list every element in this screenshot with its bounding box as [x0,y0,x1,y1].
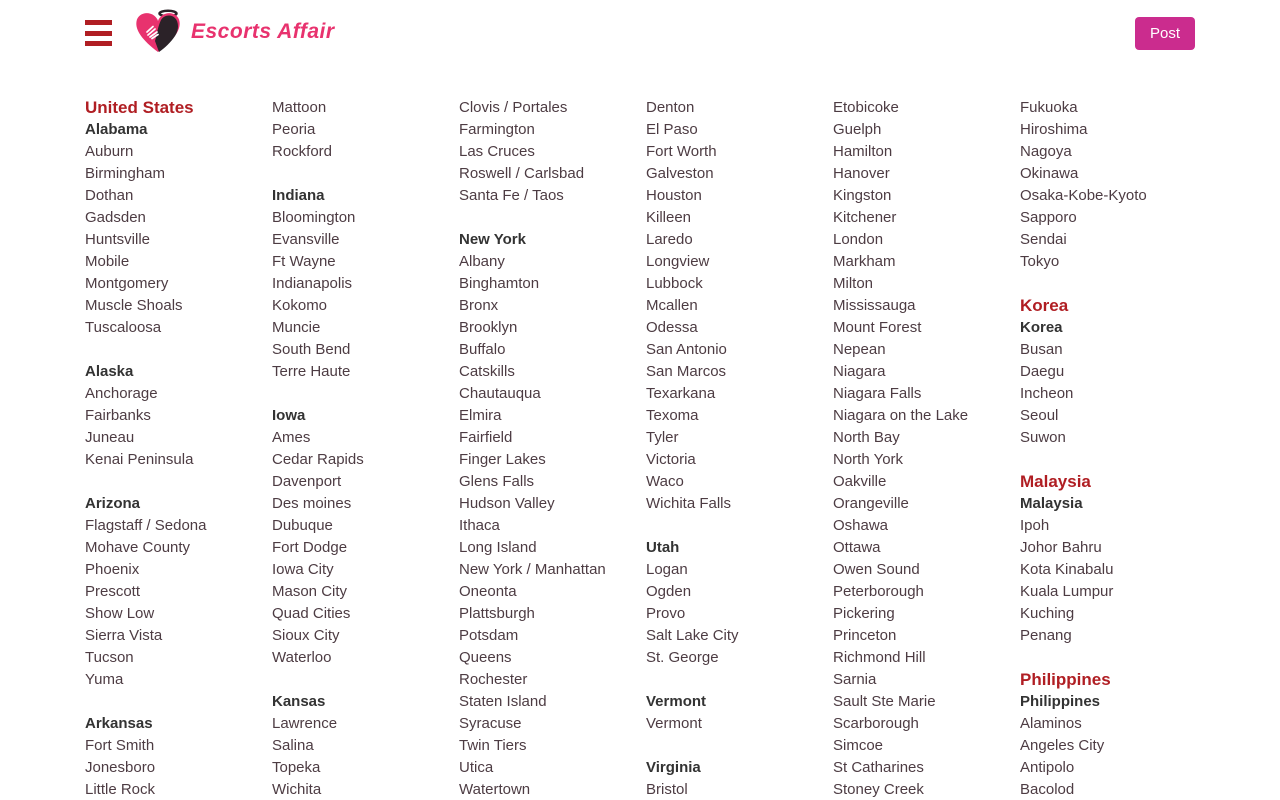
group-spacer [646,515,833,537]
city-link[interactable]: Johor Bahru [1020,539,1102,556]
city-link[interactable]: Hiroshima [1020,121,1088,138]
group-spacer [1020,273,1207,295]
city-link[interactable]: Texarkana [646,385,716,402]
city-link[interactable]: Finger Lakes [459,451,546,468]
city-link[interactable]: Ithaca [459,517,500,534]
group-spacer [646,735,833,757]
state-header: Indiana [272,187,325,204]
city-link[interactable]: Lawrence [272,715,338,732]
city-link[interactable]: Salina [272,737,314,754]
group-spacer [85,471,272,493]
city-link[interactable]: Ipoh [1020,517,1050,534]
city-link[interactable]: Incheon [1020,385,1074,402]
city-link[interactable]: Rochester [459,671,528,688]
city-link[interactable]: Ogden [646,583,692,600]
city-link[interactable]: Prescott [85,583,141,600]
city-link[interactable]: Seoul [1020,407,1059,424]
city-link[interactable]: Anchorage [85,385,158,402]
city-link[interactable]: Sault Ste Marie [833,693,936,710]
city-link[interactable]: Laredo [646,231,693,248]
city-link[interactable]: Quad Cities [272,605,351,622]
city-link[interactable]: Osaka-Kobe-Kyoto [1020,187,1147,204]
city-link[interactable]: Topeka [272,759,321,776]
city-link[interactable]: El Paso [646,121,698,138]
city-link[interactable]: Montgomery [85,275,169,292]
city-link[interactable]: Logan [646,561,688,578]
city-link[interactable]: Show Low [85,605,155,622]
heart-face-halo-icon [133,8,183,56]
city-link[interactable]: Potsdam [459,627,519,644]
group-spacer [272,163,459,185]
city-link[interactable]: Juneau [85,429,135,446]
city-link[interactable]: Waterloo [272,649,332,666]
state-header: Arizona [85,495,141,512]
country-header: Korea [1020,296,1069,315]
city-link[interactable]: Galveston [646,165,714,182]
city-link[interactable]: Hudson Valley [459,495,555,512]
city-link[interactable]: Binghamton [459,275,540,292]
city-link[interactable]: Vermont [646,715,702,732]
city-link[interactable]: Buffalo [459,341,506,358]
city-link[interactable]: Utica [459,759,494,776]
group-spacer [85,691,272,713]
city-link[interactable]: Tokyo [1020,253,1060,270]
city-link[interactable]: Waco [646,473,684,490]
city-link[interactable]: Evansville [272,231,340,248]
city-link[interactable]: London [833,231,884,248]
city-link[interactable]: Davenport [272,473,342,490]
city-link[interactable]: New York / Manhattan [459,561,606,578]
city-link[interactable]: Bacolod [1020,781,1075,798]
directory-column-1 [85,97,272,800]
city-link[interactable]: Simcoe [833,737,884,754]
city-link[interactable]: Chautauqua [459,385,541,402]
group-spacer [646,669,833,691]
city-link[interactable]: Scarborough [833,715,919,732]
city-link[interactable]: Stoney Creek [833,781,924,798]
city-link[interactable]: Kuala Lumpur [1020,583,1114,600]
city-link[interactable]: San Marcos [646,363,727,380]
city-link[interactable]: Denton [646,99,695,116]
group-spacer [1020,449,1207,471]
city-link[interactable]: Suwon [1020,429,1066,446]
city-link[interactable]: Fort Dodge [272,539,348,556]
state-header: Vermont [646,693,707,710]
country-header: United States [85,98,194,117]
city-link[interactable]: Mobile [85,253,130,270]
city-link[interactable]: Provo [646,605,686,622]
city-link[interactable]: Mississauga [833,297,916,314]
city-link[interactable]: Fairbanks [85,407,151,424]
country-header: Malaysia [1020,472,1091,491]
city-link[interactable]: Alaminos [1020,715,1082,732]
city-link[interactable]: Auburn [85,143,134,160]
city-link[interactable]: Plattsburgh [459,605,535,622]
directory-grid [85,97,1195,800]
city-link[interactable]: Kitchener [833,209,897,226]
city-link[interactable]: Ottawa [833,539,881,556]
city-link[interactable]: Wichita [272,781,322,798]
city-link[interactable]: Etobicoke [833,99,899,116]
country-header: Philippines [1020,670,1111,689]
city-link[interactable]: North Bay [833,429,900,446]
city-link[interactable]: Rockford [272,143,333,160]
hamburger-menu-icon[interactable] [85,20,112,46]
city-link[interactable]: Fukuoka [1020,99,1078,116]
city-link[interactable]: Bronx [459,297,499,314]
city-link[interactable]: Kokomo [272,297,328,314]
city-link[interactable]: Glens Falls [459,473,535,490]
city-link[interactable]: Kingston [833,187,892,204]
top-header [0,0,1280,68]
city-link[interactable]: Fairfield [459,429,513,446]
city-link[interactable]: Tuscaloosa [85,319,162,336]
city-link[interactable]: Richmond Hill [833,649,926,666]
state-header: Virginia [646,759,701,776]
city-link[interactable]: Milton [833,275,874,292]
city-link[interactable]: Salt Lake City [646,627,739,644]
city-link[interactable]: Tyler [646,429,679,446]
city-link[interactable]: San Antonio [646,341,727,358]
state-header: Philippines [1020,693,1101,710]
city-link[interactable]: Mason City [272,583,348,600]
city-link[interactable]: Phoenix [85,561,140,578]
city-link[interactable]: Markham [833,253,896,270]
city-link[interactable]: Albany [459,253,505,270]
city-link[interactable]: Ames [272,429,311,446]
city-link[interactable]: Sendai [1020,231,1067,248]
city-link[interactable]: Dubuque [272,517,333,534]
group-spacer [272,383,459,405]
city-link[interactable]: Oshawa [833,517,889,534]
state-header: Utah [646,539,680,556]
city-link[interactable]: Mount Forest [833,319,922,336]
site-logo[interactable] [133,8,335,56]
city-link[interactable]: Owen Sound [833,561,920,578]
group-spacer [272,669,459,691]
city-link[interactable]: St Catharines [833,759,924,776]
city-link[interactable]: Indianapolis [272,275,353,292]
city-link[interactable]: Antipolo [1020,759,1075,776]
city-link[interactable]: Nagoya [1020,143,1072,160]
city-link[interactable]: Orangeville [833,495,909,512]
city-link[interactable]: South Bend [272,341,351,358]
city-link[interactable]: Flagstaff / Sedona [85,517,207,534]
city-link[interactable]: Niagara Falls [833,385,922,402]
state-header: Alaska [85,363,134,380]
city-link[interactable]: Las Cruces [459,143,535,160]
city-link[interactable]: Roswell / Carlsbad [459,165,585,182]
city-link[interactable]: Birmingham [85,165,166,182]
city-link[interactable]: Wichita Falls [646,495,732,512]
group-spacer [85,339,272,361]
city-link[interactable]: Hanover [833,165,890,182]
city-link[interactable]: Peoria [272,121,316,138]
state-header: Malaysia [1020,495,1083,512]
city-link[interactable]: Yuma [85,671,124,688]
city-link[interactable]: Pickering [833,605,895,622]
city-link[interactable]: Brooklyn [459,319,518,336]
city-link[interactable]: Little Rock [85,781,156,798]
city-link[interactable]: Dothan [85,187,134,204]
city-link[interactable]: Farmington [459,121,535,138]
directory-column-6 [1020,97,1207,800]
city-link[interactable]: St. George [646,649,719,666]
city-link[interactable]: Queens [459,649,512,666]
city-link[interactable]: Ft Wayne [272,253,336,270]
city-link[interactable]: Killeen [646,209,692,226]
city-link[interactable]: Okinawa [1020,165,1079,182]
city-link[interactable]: Niagara on the Lake [833,407,969,424]
directory-column-3 [459,97,646,800]
city-link[interactable]: Cedar Rapids [272,451,364,468]
city-link[interactable]: North York [833,451,904,468]
logo-text: Escorts Affair [191,20,335,43]
city-link[interactable]: Terre Haute [272,363,351,380]
city-link[interactable]: Niagara [833,363,886,380]
city-link[interactable]: Gadsden [85,209,146,226]
city-link[interactable]: Hamilton [833,143,893,160]
city-link[interactable]: Longview [646,253,710,270]
city-link[interactable]: Peterborough [833,583,924,600]
city-link[interactable]: Lubbock [646,275,703,292]
city-link[interactable]: Huntsville [85,231,151,248]
city-link[interactable]: Sioux City [272,627,340,644]
city-link[interactable]: Des moines [272,495,352,512]
directory-column-5 [833,97,1020,800]
city-link[interactable]: Sarnia [833,671,877,688]
city-link[interactable]: Kota Kinabalu [1020,561,1114,578]
city-link[interactable]: Mattoon [272,99,327,116]
city-link[interactable]: Oakville [833,473,887,490]
city-link[interactable]: Muscle Shoals [85,297,183,314]
city-link[interactable]: Fort Smith [85,737,155,754]
city-link[interactable]: Santa Fe / Taos [459,187,564,204]
city-link[interactable]: Texoma [646,407,699,424]
city-link[interactable]: Daegu [1020,363,1065,380]
city-link[interactable]: Odessa [646,319,698,336]
city-link[interactable]: Syracuse [459,715,522,732]
post-button[interactable]: Post [1135,17,1195,50]
city-link[interactable]: Long Island [459,539,537,556]
city-link[interactable]: Sierra Vista [85,627,163,644]
state-header: Korea [1020,319,1063,336]
state-header: Kansas [272,693,326,710]
city-link[interactable]: Houston [646,187,702,204]
state-header: Alabama [85,121,148,138]
city-link[interactable]: Jonesboro [85,759,156,776]
city-link[interactable]: Watertown [459,781,531,798]
city-link[interactable]: Busan [1020,341,1063,358]
city-link[interactable]: Oneonta [459,583,517,600]
city-link[interactable]: Nepean [833,341,886,358]
city-link[interactable]: Mcallen [646,297,698,314]
city-link[interactable]: Staten Island [459,693,547,710]
directory-column-2 [272,97,459,800]
city-link[interactable]: Bristol [646,781,688,798]
city-link[interactable]: Kuching [1020,605,1075,622]
city-link[interactable]: Twin Tiers [459,737,527,754]
city-link[interactable]: Princeton [833,627,897,644]
city-link[interactable]: Angeles City [1020,737,1105,754]
city-link[interactable]: Catskills [459,363,515,380]
city-link[interactable]: Penang [1020,627,1072,644]
city-link[interactable]: Iowa City [272,561,334,578]
city-link[interactable]: Bloomington [272,209,356,226]
city-link[interactable]: Kenai Peninsula [85,451,194,468]
group-spacer [1020,647,1207,669]
city-link[interactable]: Muncie [272,319,321,336]
state-header: New York [459,231,526,248]
city-link[interactable]: Elmira [459,407,502,424]
group-spacer [459,207,646,229]
city-link[interactable]: Tucson [85,649,134,666]
city-link[interactable]: Guelph [833,121,882,138]
directory-column-4 [646,97,833,800]
city-link[interactable]: Victoria [646,451,696,468]
state-header: Arkansas [85,715,153,732]
city-link[interactable]: Mohave County [85,539,191,556]
state-header: Iowa [272,407,306,424]
city-link[interactable]: Fort Worth [646,143,717,160]
city-link[interactable]: Sapporo [1020,209,1077,226]
city-link[interactable]: Clovis / Portales [459,99,568,116]
